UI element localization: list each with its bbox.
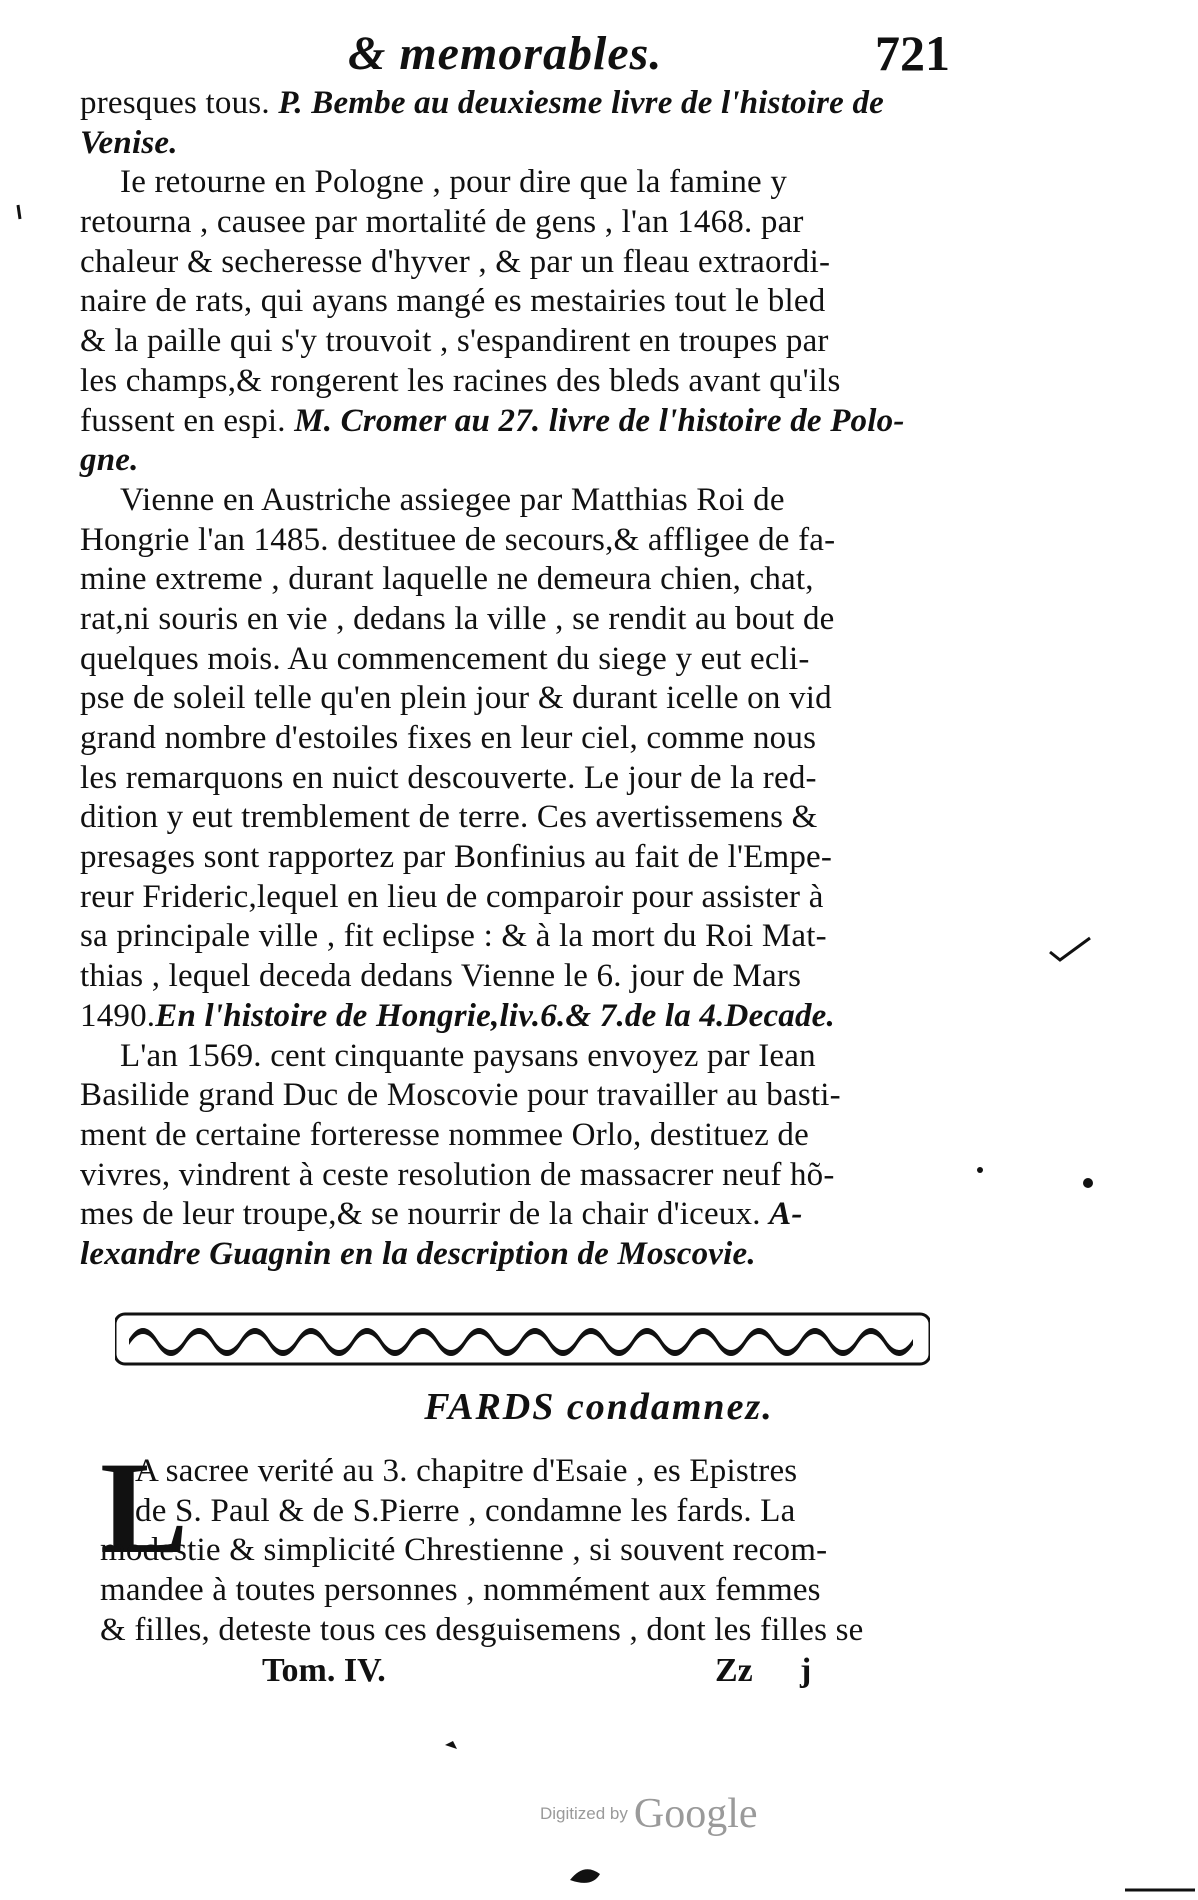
text-line: A sacree verité au 3. chapitre d'Esaie , es Epistres: [135, 1453, 798, 1489]
citation: A-: [769, 1196, 803, 1233]
main-text: [80, 84, 960, 1275]
text-line: Basilide grand Duc de Moscovie pour travailler au basti-: [80, 1077, 841, 1114]
signature-line: [0, 1652, 1198, 1702]
section-text: [80, 1452, 960, 1650]
paragraph-start: Vienne en Austriche assiegee par Matthias Roi de: [120, 481, 785, 518]
citation: M. Cromer au 27. livre de l'histoire de Polo-: [294, 402, 905, 439]
text-line: presques tous. P. Bembe au deuxiesme livre de l'histoire de: [80, 85, 885, 121]
page-number: 721: [875, 25, 950, 81]
citation: Venise.: [80, 124, 178, 161]
text-line: & la paille qui s'y trouvoit , s'espandirent en troupes par: [80, 323, 829, 360]
text-line: [80, 124, 960, 164]
text-line: reur Frideric,lequel en lieu de comparoir pour assister à: [80, 878, 824, 915]
text-line: fussent en espi. M. Cromer au 27. livre de l'histoire de Polo-: [80, 402, 905, 439]
text-line: grand nombre d'estoiles fixes en leur ciel, comme nous: [80, 720, 817, 756]
citation: lexandre Guagnin en la description de Moscovie.: [80, 1235, 756, 1272]
drop-cap: L: [100, 1434, 189, 1581]
text-line: [80, 441, 960, 481]
paragraph-start: L'an 1569. cent cinquante paysans envoyez par Iean: [120, 1037, 816, 1074]
signature-mark: Zz: [715, 1652, 753, 1689]
volume-label: Tom. IV.: [262, 1652, 386, 1689]
text-line: sa principale ville , fit eclipse : & à la mort du Roi Mat-: [80, 918, 827, 955]
text-line: vivres, vindrent à ceste resolution de massacrer neuf hõ-: [80, 1156, 835, 1193]
text-line: presages sont rapportez par Bonfinius au fait de l'Empe-: [80, 839, 833, 876]
page-header: [340, 22, 960, 82]
text-line: chaleur & secheresse d'hyver , & par un fleau extraordi-: [80, 243, 831, 280]
signature-index: j: [800, 1652, 812, 1689]
text-line: rat,ni souris en vie , dedans la ville , se rendit au bout de: [80, 600, 835, 637]
text-line: les remarquons en nuict descouverte. Le jour de la red-: [80, 759, 817, 796]
digitized-watermark: [540, 1790, 758, 1838]
text-line: quelques mois. Au commencement du siege y eut ecli-: [80, 640, 810, 677]
text-line: naire de rats, qui ayans mangé es mestairies tout le bled: [80, 283, 826, 320]
text-line: modestie & simplicité Chrestienne , si souvent recom-: [100, 1532, 828, 1569]
text-line: 1490.En l'histoire de Hongrie,liv.6.& 7.de la 4.Decade.: [80, 997, 835, 1034]
text-line: Hongrie l'an 1485. destituee de secours,& affligee de fa-: [80, 521, 836, 558]
text-line: pse de soleil telle qu'en plein jour & durant icelle on vid: [80, 680, 832, 717]
paragraph-start: Ie retourne en Pologne , pour dire que la famine y: [120, 164, 788, 201]
text-line: dition y eut tremblement de terre. Ces avertissemens &: [80, 799, 818, 836]
running-title: & memorables.: [348, 27, 663, 80]
ornament-band-icon: [115, 1308, 930, 1370]
text-line: & filles, deteste tous ces desguisemens , dont les filles se: [100, 1611, 864, 1648]
citation: P. Bembe au deuxiesme livre de l'histoire de: [278, 85, 885, 121]
text-line: retourna , causee par mortalité de gens , l'an 1468. par: [80, 204, 804, 241]
text-line: mandee à toutes personnes , nommément aux femmes: [100, 1572, 821, 1609]
text-line: thias , lequel deceda dedans Vienne le 6. jour de Mars: [80, 958, 802, 995]
citation: En l'histoire de Hongrie,liv.6.& 7.de la 4.Decade.: [155, 997, 835, 1034]
citation: gne.: [80, 442, 139, 479]
text-line: de S. Paul & de S.Pierre , condamne les fards. La: [135, 1492, 796, 1529]
text-line: mine extreme , durant laquelle ne demeura chien, chat,: [80, 561, 814, 598]
google-logo: Google: [633, 1791, 758, 1837]
section-heading: FARDS condamnez.: [424, 1386, 774, 1428]
text-line: les champs,& rongerent les racines des bleds avant qu'ils: [80, 362, 841, 399]
text-line: ment de certaine forteresse nommee Orlo, destituez de: [80, 1116, 809, 1153]
text-line: mes de leur troupe,& se nourrir de la chair d'iceux. A-: [80, 1196, 803, 1233]
digitized-prefix: Digitized by: [540, 1804, 628, 1823]
text-line: [80, 1235, 960, 1275]
